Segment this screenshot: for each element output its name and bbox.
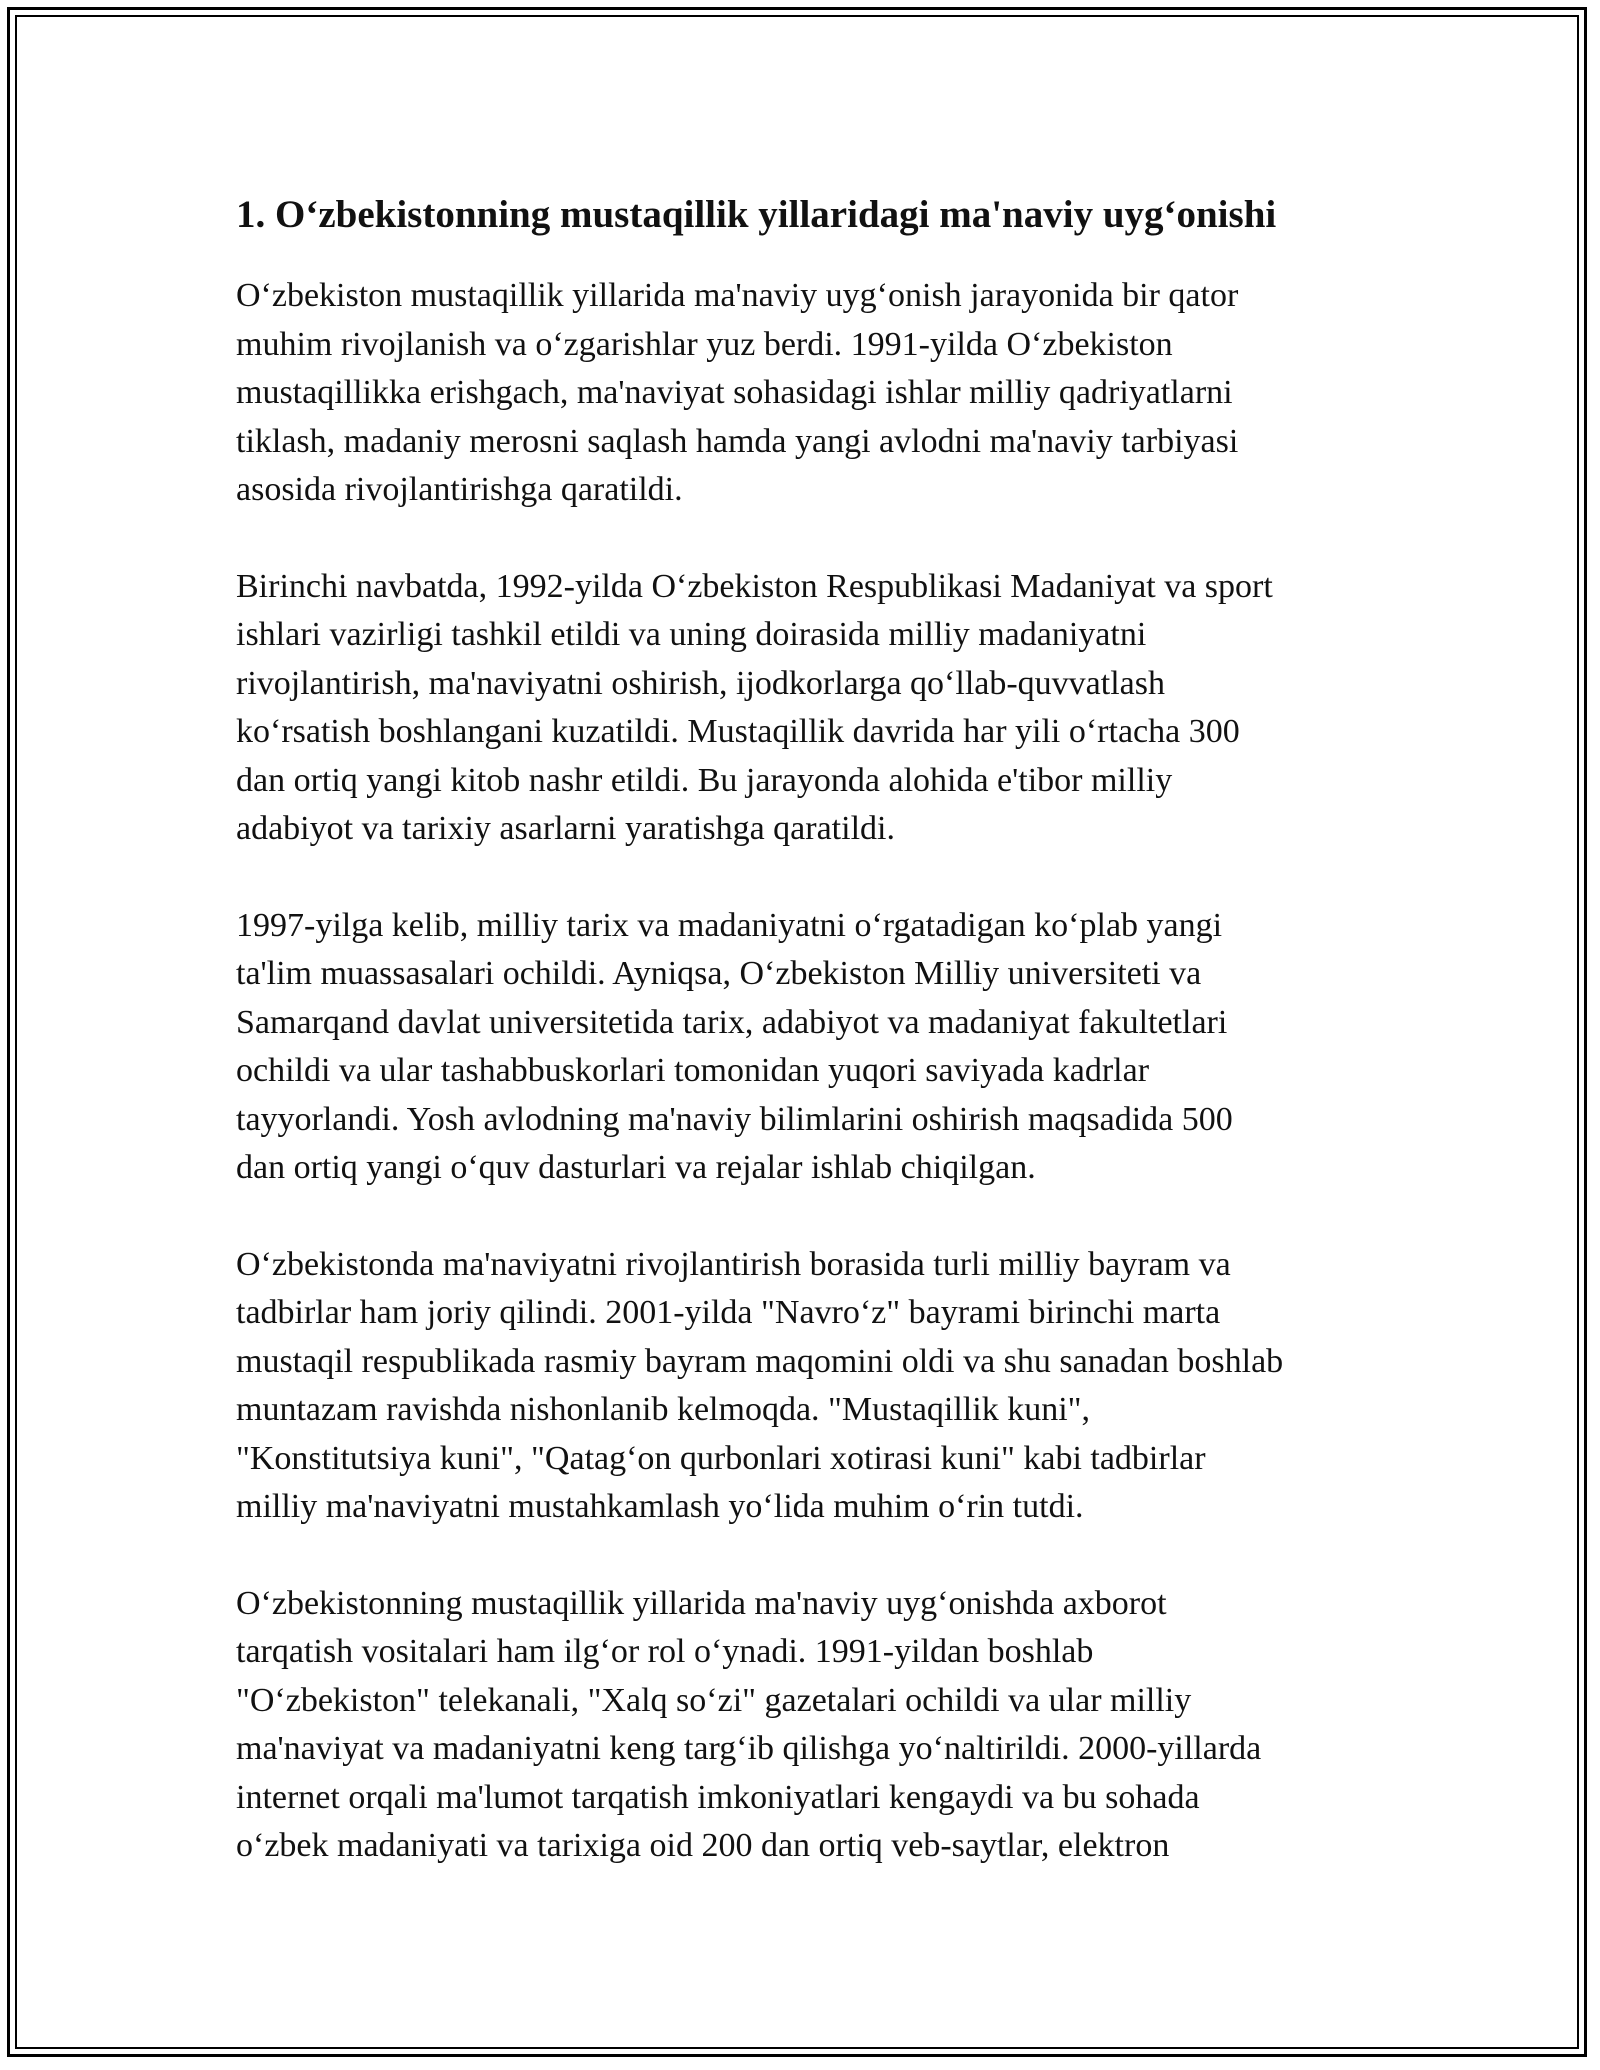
text-line: O‘zbekiston mustaqillik yillarida ma'naviy uyg‘onish jarayonida bir qator	[236, 277, 1239, 314]
text-line: adabiyot va tarixiy asarlarni yaratishga qaratildi.	[236, 810, 895, 847]
text-line: o‘zbek madaniyati va tarixiga oid 200 dan ortiq veb-saytlar, elektron	[236, 1827, 1170, 1864]
text-line: dan ortiq yangi kitob nashr etildi. Bu jarayonda alohida e'tibor milliy	[236, 761, 1173, 799]
text-line: ta'lim muassasalari ochildi. Ayniqsa, O‘zbekiston Milliy universiteti va	[236, 955, 1202, 992]
text-line: asosida rivojlantirishga qaratildi.	[236, 471, 683, 508]
text-line: milliy ma'naviyatni mustahkamlash yo‘lida muhim o‘rin tutdi.	[236, 1488, 1084, 1525]
text-line: 1997-yilga kelib, milliy tarix va madaniyatni o‘rgatadigan ko‘plab yangi	[236, 906, 1223, 944]
text-line: ma'naviyat va madaniyatni keng targ‘ib qilishga yo‘naltirildi. 2000-yillarda	[236, 1730, 1262, 1767]
paragraph-4	[236, 1241, 1376, 1532]
text-line: muhim rivojlanish va o‘zgarishlar yuz berdi. 1991-yilda O‘zbekiston	[236, 325, 1173, 363]
text-line: Birinchi navbatda, 1992-yilda O‘zbekiston Respublikasi Madaniyat va sport	[236, 567, 1273, 605]
text-line: tayyorlandi. Yosh avlodning ma'naviy bilimlarini oshirish maqsadida 500	[236, 1100, 1233, 1138]
text-line: mustaqillikka erishgach, ma'naviyat sohasidagi ishlar milliy qadriyatlarni	[236, 374, 1233, 411]
text-line: tiklash, madaniy merosni saqlash hamda yangi avlodni ma'naviy tarbiyasi	[236, 422, 1239, 460]
text-line: tarqatish vositalari ham ilg‘or rol o‘ynadi. 1991-yildan boshlab	[236, 1633, 1094, 1670]
text-line: dan ortiq yangi o‘quv dasturlari va rejalar ishlab chiqilgan.	[236, 1149, 1036, 1186]
text-line: internet orqali ma'lumot tarqatish imkoniyatlari kengaydi va bu sohada	[236, 1778, 1200, 1816]
text-line: tadbirlar ham joriy qilindi. 2001-yilda "Navro‘z" bayrami birinchi marta	[236, 1294, 1221, 1331]
section-heading: 1. O‘zbekistonning mustaqillik yillaridagi ma'naviy uyg‘onishi	[236, 193, 1277, 236]
paragraph-5	[236, 1580, 1376, 1871]
paragraph-2	[236, 563, 1376, 854]
text-line: ishlari vazirligi tashkil etildi va uning doirasida milliy madaniyatni	[236, 616, 1147, 653]
paragraph-1	[236, 272, 1376, 515]
text-line: ko‘rsatish boshlangani kuzatildi. Mustaqillik davrida har yili o‘rtacha 300	[236, 713, 1240, 750]
text-line: O‘zbekistonda ma'naviyatni rivojlantirish borasida turli milliy bayram va	[236, 1245, 1231, 1283]
text-line: muntazam ravishda nishonlanib kelmoqda. "Mustaqillik kuni",	[236, 1391, 1091, 1428]
text-line: rivojlantirish, ma'naviyatni oshirish, ijodkorlarga qo‘llab-quvvatlash	[236, 664, 1165, 702]
text-line: ochildi va ular tashabbuskorlari tomonidan yuqori saviyada kadrlar	[236, 1052, 1150, 1089]
text-line: "O‘zbekiston" telekanali, "Xalq so‘zi" gazetalari ochildi va ular milliy	[236, 1681, 1192, 1719]
text-line: "Konstitutsiya kuni", "Qatag‘on qurbonlari xotirasi kuni" kabi tadbirlar	[236, 1439, 1206, 1477]
text-line: O‘zbekistonning mustaqillik yillarida ma'naviy uyg‘onishda axborot	[236, 1584, 1167, 1622]
document-body	[236, 186, 1376, 1919]
text-line: mustaqil respublikada rasmiy bayram maqomini oldi va shu sanadan boshlab	[236, 1342, 1284, 1380]
text-line: Samarqand davlat universitetida tarix, adabiyot va madaniyat fakultetlari	[236, 1003, 1228, 1041]
paragraph-3	[236, 902, 1376, 1193]
